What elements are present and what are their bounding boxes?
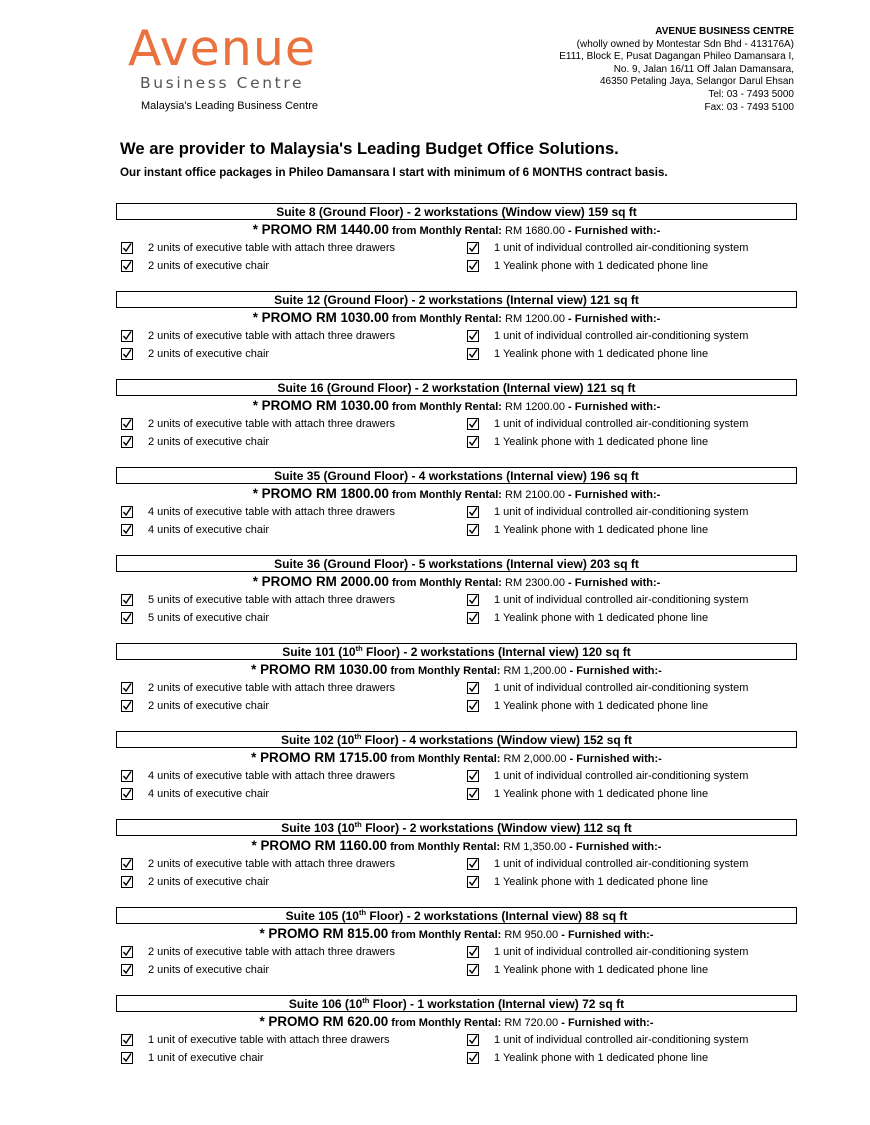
suite-block	[116, 203, 797, 291]
checkbox-checked-icon	[467, 946, 479, 958]
item-row	[116, 415, 797, 433]
checkbox-checked-icon	[467, 330, 479, 342]
item	[467, 506, 748, 518]
monthly-rental: RM 720.00	[504, 1017, 559, 1029]
item-text: 1 unit of individual controlled air-conditioning system	[494, 682, 749, 694]
furnished-label: - Furnished with:-	[568, 401, 661, 413]
item-text: 1 unit of individual controlled air-conditioning system	[494, 946, 749, 958]
monthly-rental: RM 1680.00	[505, 225, 565, 237]
checkbox-checked-icon	[467, 788, 479, 800]
item-row	[116, 327, 797, 345]
furnished-label: - Furnished with:-	[569, 841, 662, 853]
page-subline: Our instant office packages in Phileo Damansara I start with minimum of 6 MONTHS contract basis.	[120, 166, 668, 179]
checkbox-checked-icon	[467, 242, 479, 254]
item-text: 4 units of executive chair	[148, 524, 270, 536]
address-line: No. 9, Jalan 16/11 Off Jalan Damansara,	[613, 63, 794, 75]
item-text: 1 Yealink phone with 1 dedicated phone line	[494, 700, 709, 712]
item	[467, 1052, 708, 1064]
suite-title-text: Suite 16 (Ground Floor) - 2 workstation (Internal view) 121 sq ft	[277, 381, 636, 395]
checkbox-checked-icon	[467, 1052, 479, 1064]
furnished-label: - Furnished with:-	[568, 577, 661, 589]
furnished-label: - Furnished with:-	[568, 313, 661, 325]
address-line: E111, Block E, Pusat Dagangan Phileo Damansara I,	[559, 51, 794, 63]
suite-title	[116, 643, 797, 660]
promo-line	[116, 484, 797, 503]
item	[467, 876, 708, 888]
item	[116, 964, 467, 976]
promo-price: * PROMO RM 1030.00	[251, 662, 388, 677]
suite-title-text: Suite 35 (Ground Floor) - 4 workstations (Internal view) 196 sq ft	[274, 469, 639, 483]
item-text: 1 unit of individual controlled air-conditioning system	[494, 594, 749, 606]
checkbox-checked-icon	[467, 1034, 479, 1046]
item-text: 2 units of executive chair	[148, 260, 270, 272]
item-row	[116, 1049, 797, 1067]
item-row	[116, 873, 797, 891]
checkbox-checked-icon	[467, 876, 479, 888]
suite-title	[116, 203, 797, 220]
address-line: 46350 Petaling Jaya, Selangor Darul Ehsan	[599, 76, 794, 88]
item-row	[116, 521, 797, 539]
item-text: 1 Yealink phone with 1 dedicated phone line	[494, 348, 709, 360]
suite-title-sup: th	[362, 996, 370, 1005]
checkbox-checked-icon	[467, 770, 479, 782]
monthly-rental: RM 2,000.00	[503, 753, 567, 765]
suite-title-sup: th	[354, 820, 362, 829]
item-text: 2 units of executive chair	[148, 876, 270, 888]
suite-title-sup: th	[354, 732, 362, 741]
suite-title-text: Floor) - 4 workstations (Window view) 152 sq ft	[361, 733, 633, 747]
furnished-label: - Furnished with:-	[569, 753, 662, 765]
suite-block	[116, 907, 797, 995]
suite-title-text: Floor) - 1 workstation (Internal view) 72 sq ft	[369, 997, 625, 1011]
item	[116, 1034, 467, 1046]
item-text: 2 units of executive chair	[148, 964, 270, 976]
suite-title-sup: th	[358, 908, 367, 917]
promo-line	[116, 660, 797, 679]
item-text: 1 unit of individual controlled air-conditioning system	[494, 330, 749, 342]
furnished-label: - Furnished with:-	[568, 489, 661, 501]
suite-title-text: Suite 103 (10	[281, 821, 355, 835]
item-row	[116, 679, 797, 697]
item	[467, 594, 748, 606]
item	[467, 242, 748, 254]
item	[467, 524, 708, 536]
checkbox-checked-icon	[121, 242, 133, 254]
item-text: 2 units of executive table with attach three drawers	[148, 242, 396, 254]
from-label: from Monthly Rental:	[391, 577, 502, 589]
tagline: Malaysia's Leading Business Centre	[141, 100, 318, 112]
from-label: from Monthly Rental:	[390, 665, 501, 677]
checkbox-checked-icon	[121, 876, 133, 888]
checkbox-checked-icon	[467, 594, 479, 606]
suite-block	[116, 731, 797, 819]
checkbox-checked-icon	[121, 858, 133, 870]
item	[116, 348, 467, 360]
item-text: 4 units of executive table with attach three drawers	[148, 506, 396, 518]
promo-line	[116, 572, 797, 591]
item	[116, 436, 467, 448]
promo-line	[116, 308, 797, 327]
item	[116, 524, 467, 536]
promo-price: * PROMO RM 1030.00	[252, 310, 389, 325]
item	[116, 858, 467, 870]
checkbox-checked-icon	[121, 612, 133, 624]
monthly-rental: RM 2300.00	[505, 577, 565, 589]
checkbox-checked-icon	[121, 770, 133, 782]
checkbox-checked-icon	[121, 1052, 133, 1064]
item-row	[116, 855, 797, 873]
company-logo	[128, 20, 317, 92]
suite-block	[116, 379, 797, 467]
suite-block	[116, 291, 797, 379]
item-text: 2 units of executive table with attach three drawers	[148, 858, 396, 870]
suite-title-text: Suite 102 (10	[280, 733, 355, 747]
promo-line	[116, 396, 797, 415]
suite-block	[116, 819, 797, 907]
checkbox-checked-icon	[121, 964, 133, 976]
checkbox-checked-icon	[467, 682, 479, 694]
item-text: 2 units of executive table with attach three drawers	[148, 946, 396, 958]
suite-title	[116, 555, 797, 572]
suite-title	[116, 995, 797, 1012]
company-name: AVENUE BUSINESS CENTRE	[655, 26, 794, 37]
item-text: 2 units of executive chair	[148, 700, 270, 712]
item	[116, 770, 467, 782]
checkbox-checked-icon	[121, 436, 133, 448]
suite-title	[116, 907, 797, 924]
from-label: from Monthly Rental:	[391, 929, 502, 941]
item-row	[116, 697, 797, 715]
item-row	[116, 609, 797, 627]
company-address-block	[559, 26, 794, 114]
address-line: (wholly owned by Montestar Sdn Bhd - 413176A)	[576, 38, 794, 50]
checkbox-checked-icon	[467, 418, 479, 430]
checkbox-checked-icon	[121, 348, 133, 360]
checkbox-checked-icon	[121, 682, 133, 694]
from-label: from Monthly Rental:	[391, 1017, 502, 1029]
monthly-rental: RM 950.00	[504, 929, 559, 941]
promo-price: * PROMO RM 815.00	[259, 926, 389, 941]
item-text: 1 Yealink phone with 1 dedicated phone line	[494, 612, 709, 624]
item-text: 2 units of executive table with attach three drawers	[148, 418, 396, 430]
item	[467, 612, 708, 624]
fax-line: Fax: 03 - 7493 5100	[704, 101, 794, 113]
from-label: from Monthly Rental:	[391, 313, 502, 325]
suite-title	[116, 379, 797, 396]
suite-title-text: Floor) - 2 workstations (Window view) 112 sq ft	[361, 821, 632, 835]
item	[467, 330, 748, 342]
promo-price: * PROMO RM 1440.00	[252, 222, 389, 237]
item-text: 2 units of executive chair	[148, 436, 270, 448]
item	[116, 700, 467, 712]
checkbox-checked-icon	[121, 506, 133, 518]
item-row	[116, 785, 797, 803]
checkbox-checked-icon	[467, 858, 479, 870]
item	[116, 242, 467, 254]
suite-title-text: Floor) - 2 workstations (Internal view) 120 sq ft	[362, 645, 631, 659]
promo-line	[116, 924, 797, 943]
item	[116, 876, 467, 888]
item	[116, 260, 467, 272]
item	[116, 418, 467, 430]
page-headline: We are provider to Malaysia's Leading Budget Office Solutions.	[120, 139, 619, 158]
item-text: 1 unit of individual controlled air-conditioning system	[494, 858, 749, 870]
suite-title-text: Floor) - 2 workstations (Internal view) 88 sq ft	[366, 909, 628, 923]
item	[467, 1034, 748, 1046]
phone-line: Tel: 03 - 7493 5000	[708, 88, 794, 100]
from-label: from Monthly Rental:	[390, 753, 501, 765]
item-row	[116, 503, 797, 521]
suite-block	[116, 467, 797, 555]
checkbox-checked-icon	[121, 700, 133, 712]
item-text: 1 unit of individual controlled air-conditioning system	[494, 770, 749, 782]
item-text: 1 unit of individual controlled air-conditioning system	[494, 418, 749, 430]
suite-block	[116, 995, 797, 1083]
item	[116, 946, 467, 958]
item	[116, 506, 467, 518]
suite-list	[116, 203, 797, 1083]
item	[467, 436, 708, 448]
promo-price: * PROMO RM 1800.00	[252, 486, 389, 501]
furnished-label: - Furnished with:-	[561, 929, 654, 941]
item	[467, 788, 708, 800]
logo-wordmark: Avenue	[128, 20, 317, 77]
checkbox-checked-icon	[467, 612, 479, 624]
checkbox-checked-icon	[121, 524, 133, 536]
monthly-rental: RM 1,350.00	[503, 841, 567, 853]
item-text: 1 unit of individual controlled air-conditioning system	[494, 506, 749, 518]
item	[116, 682, 467, 694]
from-label: from Monthly Rental:	[391, 401, 502, 413]
item-text: 1 unit of executive chair	[148, 1052, 264, 1064]
item-text: 2 units of executive table with attach three drawers	[148, 330, 396, 342]
furnished-label: - Furnished with:-	[561, 1017, 654, 1029]
suite-block	[116, 643, 797, 731]
item-text: 5 units of executive chair	[148, 612, 270, 624]
checkbox-checked-icon	[121, 260, 133, 272]
item	[467, 858, 748, 870]
from-label: from Monthly Rental:	[390, 841, 501, 853]
item-text: 1 unit of individual controlled air-conditioning system	[494, 1034, 749, 1046]
promo-price: * PROMO RM 2000.00	[252, 574, 389, 589]
item	[116, 612, 467, 624]
checkbox-checked-icon	[467, 524, 479, 536]
item-text: 4 units of executive chair	[148, 788, 270, 800]
promo-line	[116, 1012, 797, 1031]
checkbox-checked-icon	[121, 788, 133, 800]
item-text: 2 units of executive chair	[148, 348, 270, 360]
item-text: 5 units of executive table with attach three drawers	[148, 594, 396, 606]
item-row	[116, 433, 797, 451]
item-row	[116, 767, 797, 785]
item-row	[116, 239, 797, 257]
suite-title-text: Suite 8 (Ground Floor) - 2 workstations (Window view) 159 sq ft	[276, 205, 637, 219]
item-text: 4 units of executive table with attach three drawers	[148, 770, 396, 782]
from-label: from Monthly Rental:	[391, 225, 502, 237]
suite-title	[116, 467, 797, 484]
checkbox-checked-icon	[467, 436, 479, 448]
monthly-rental: RM 1,200.00	[503, 665, 567, 677]
item	[467, 964, 708, 976]
item	[467, 682, 748, 694]
promo-price: * PROMO RM 1030.00	[252, 398, 389, 413]
item-text: 1 Yealink phone with 1 dedicated phone line	[494, 436, 709, 448]
suite-title	[116, 291, 797, 308]
suite-title	[116, 819, 797, 836]
item	[467, 418, 748, 430]
logo-subtitle: Business Centre	[140, 74, 305, 92]
item-text: 1 Yealink phone with 1 dedicated phone line	[494, 788, 709, 800]
monthly-rental: RM 1200.00	[505, 401, 565, 413]
suite-title-sup: th	[355, 644, 363, 653]
item-row	[116, 591, 797, 609]
checkbox-checked-icon	[467, 964, 479, 976]
item-text: 1 Yealink phone with 1 dedicated phone line	[494, 260, 709, 272]
checkbox-checked-icon	[467, 260, 479, 272]
item	[467, 946, 748, 958]
checkbox-checked-icon	[467, 348, 479, 360]
item-row	[116, 345, 797, 363]
from-label: from Monthly Rental:	[391, 489, 502, 501]
suite-title-text: Suite 36 (Ground Floor) - 5 workstations (Internal view) 203 sq ft	[274, 557, 639, 571]
promo-line	[116, 748, 797, 767]
item-text: 1 Yealink phone with 1 dedicated phone line	[494, 524, 709, 536]
promo-line	[116, 220, 797, 239]
checkbox-checked-icon	[121, 946, 133, 958]
suite-title-text: Suite 101 (10	[282, 645, 356, 659]
item-text: 1 Yealink phone with 1 dedicated phone line	[494, 876, 709, 888]
promo-price: * PROMO RM 1160.00	[251, 838, 387, 853]
checkbox-checked-icon	[121, 418, 133, 430]
furnished-label: - Furnished with:-	[568, 225, 661, 237]
suite-title	[116, 731, 797, 748]
item	[467, 770, 748, 782]
item-text: 1 Yealink phone with 1 dedicated phone line	[494, 1052, 709, 1064]
item	[467, 700, 708, 712]
item	[116, 594, 467, 606]
checkbox-checked-icon	[467, 700, 479, 712]
checkbox-checked-icon	[121, 1034, 133, 1046]
item-text: 2 units of executive table with attach three drawers	[148, 682, 396, 694]
item-row	[116, 943, 797, 961]
item-row	[116, 257, 797, 275]
item-text: 1 unit of individual controlled air-conditioning system	[494, 242, 749, 254]
suite-block	[116, 555, 797, 643]
item-row	[116, 961, 797, 979]
item-text: 1 Yealink phone with 1 dedicated phone line	[494, 964, 709, 976]
checkbox-checked-icon	[121, 330, 133, 342]
suite-title-text: Suite 106 (10	[288, 997, 363, 1011]
monthly-rental: RM 2100.00	[505, 489, 565, 501]
item	[116, 1052, 467, 1064]
promo-price: * PROMO RM 620.00	[259, 1014, 389, 1029]
furnished-label: - Furnished with:-	[569, 665, 662, 677]
item	[116, 788, 467, 800]
promo-line	[116, 836, 797, 855]
checkbox-checked-icon	[121, 594, 133, 606]
item-text: 1 unit of executive table with attach three drawers	[148, 1034, 390, 1046]
item	[467, 348, 708, 360]
suite-title-text: Suite 12 (Ground Floor) - 2 workstations (Internal view) 121 sq ft	[274, 293, 639, 307]
checkbox-checked-icon	[467, 506, 479, 518]
promo-price: * PROMO RM 1715.00	[251, 750, 388, 765]
item	[116, 330, 467, 342]
item	[467, 260, 708, 272]
item-row	[116, 1031, 797, 1049]
suite-title-text: Suite 105 (10	[285, 909, 359, 923]
monthly-rental: RM 1200.00	[505, 313, 565, 325]
